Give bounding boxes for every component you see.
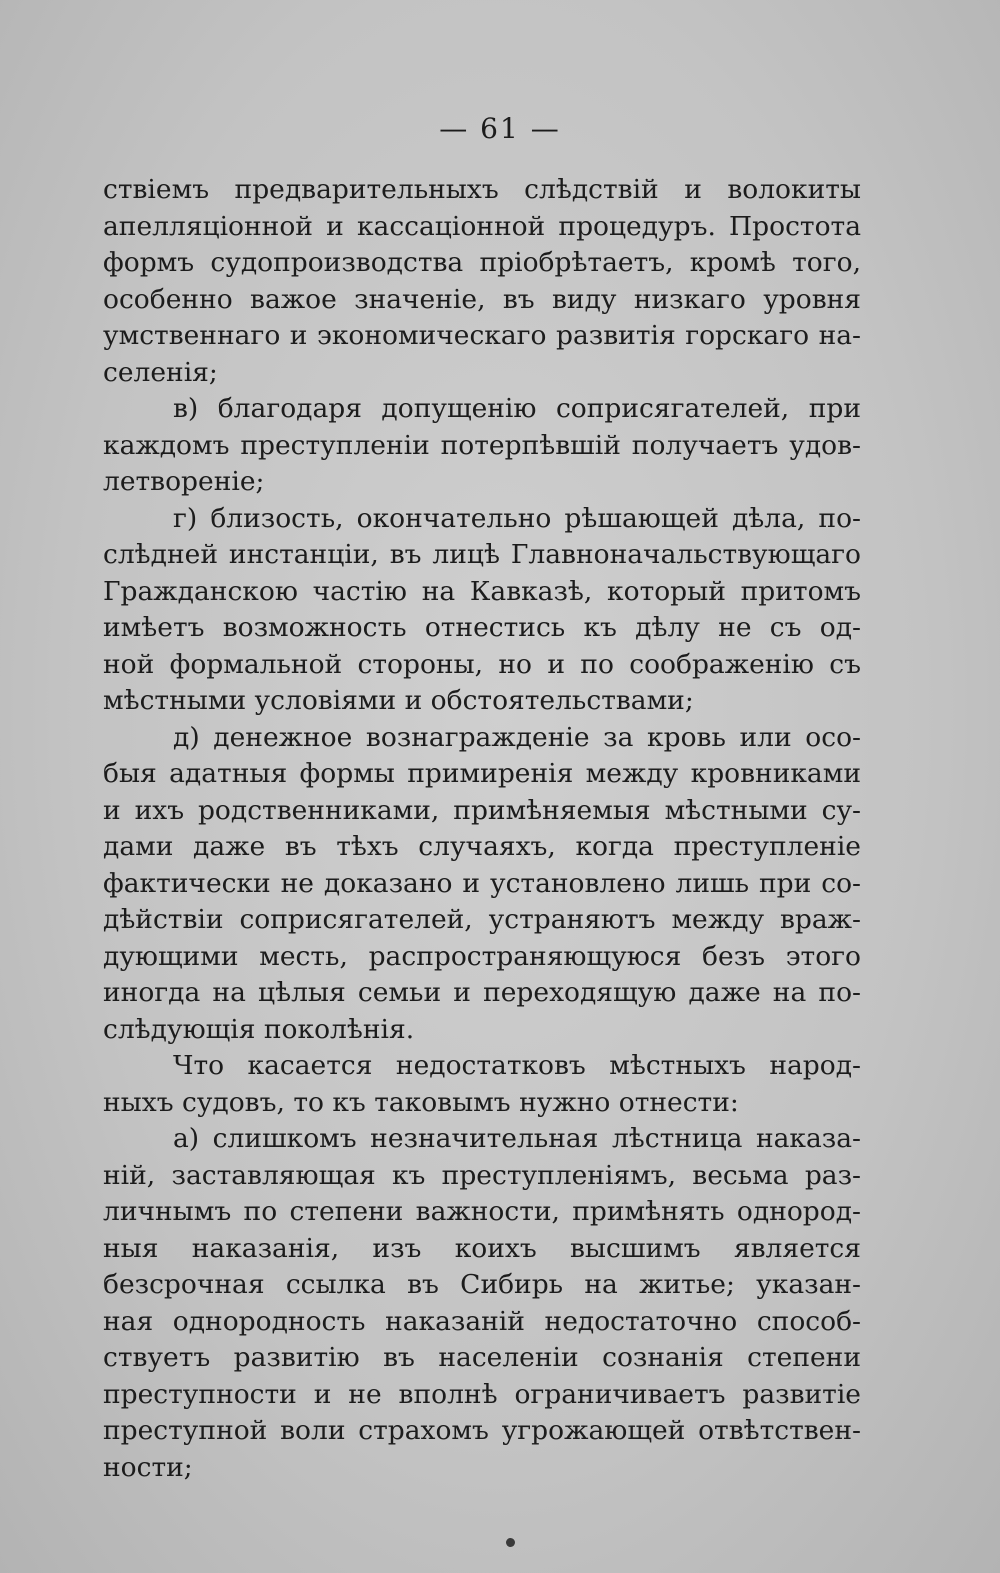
- text-line: ныхъ судовъ, то къ таковымъ нужно отнести:: [103, 1086, 739, 1118]
- text-line: летвореніе;: [103, 466, 265, 497]
- text-line: ствуетъ развитію въ населеніи сознанія степени: [103, 1342, 861, 1373]
- text-line: в) благодаря допущенію соприсягателей, при: [173, 393, 861, 424]
- text-line: фактически не доказано и установлено лишь при со-: [103, 867, 861, 899]
- text-line: быя адатныя формы примиренія между кровниками: [103, 758, 861, 789]
- text-line: иногда на цѣлыя семьи и переходящую даже на по-: [103, 977, 861, 1008]
- text-line: Гражданскою частію на Кавказѣ, который притомъ: [103, 575, 861, 607]
- text-line: слѣдующія поколѣнія.: [103, 1013, 415, 1045]
- text-line: ній, заставляющая къ преступленіямъ, весьма раз-: [103, 1159, 861, 1191]
- text-line: и ихъ родственниками, примѣняемыя мѣстными су-: [103, 794, 861, 826]
- text-line: слѣдней инстанціи, въ лицѣ Главноначальствующаго: [103, 539, 861, 570]
- text-line: а) слишкомъ незначительная лѣстница наказа-: [173, 1123, 861, 1154]
- text-line: Что касается недостатковъ мѣстныхъ народ-: [173, 1050, 861, 1081]
- text-line: ной формальной стороны, но и по соображенію съ: [103, 648, 861, 680]
- text-line: каждомъ преступленіи потерпѣвшій получаетъ удов-: [103, 429, 861, 461]
- text-line: преступности и не вполнѣ ограничиваетъ развитіе: [103, 1378, 861, 1410]
- text-line: дующими месть, распространяющуюся безъ этого: [103, 940, 861, 972]
- text-line: умственнаго и экономическаго развитія горскаго на-: [103, 320, 861, 351]
- text-line: апелляціонной и кассаціонной процедуръ. Простота: [103, 210, 861, 242]
- ink-dot-mark: [506, 1538, 515, 1547]
- text-line: ная однородность наказаній недостаточно способ-: [103, 1305, 861, 1337]
- text-line: преступной воли страхомъ угрожающей отвѣтствен-: [103, 1415, 861, 1446]
- text-line: формъ судопроизводства пріобрѣтаетъ, кромѣ того,: [103, 247, 861, 278]
- text-line: ныя наказанія, изъ коихъ высшимъ является: [103, 1232, 861, 1264]
- text-line: д) денежное вознагражденіе за кровь или осо-: [173, 721, 861, 753]
- text-line: ности;: [103, 1451, 193, 1483]
- page-number-header: — 61 —: [439, 112, 561, 145]
- text-line: имѣетъ возможность отнестись къ дѣлу не съ од-: [103, 612, 861, 643]
- text-line: безсрочная ссылка въ Сибирь на житье; указан-: [103, 1269, 861, 1300]
- text-line: особенно важое значеніе, въ виду низкаго уровня: [103, 283, 861, 315]
- text-line: дѣйствіи соприсягателей, устраняютъ между враж-: [103, 904, 861, 935]
- text-line: г) близость, окончательно рѣшающей дѣла, по-: [173, 502, 861, 534]
- page-body-text: [103, 172, 861, 1486]
- text-line: селенія;: [103, 356, 218, 388]
- text-line: мѣстными условіями и обстоятельствами;: [103, 685, 694, 716]
- text-line: ствіемъ предварительныхъ слѣдствій и волокиты: [103, 174, 861, 205]
- text-line: дами даже въ тѣхъ случаяхъ, когда преступленіе: [103, 831, 861, 862]
- text-line: личнымъ по степени важности, примѣнять однород-: [103, 1196, 861, 1227]
